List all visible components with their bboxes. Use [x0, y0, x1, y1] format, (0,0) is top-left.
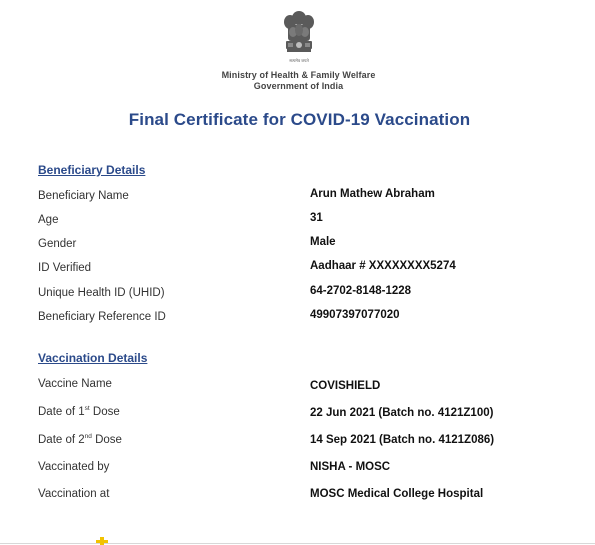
- row-label: ID Verified: [38, 262, 92, 274]
- certificate-title: Final Certificate for COVID-19 Vaccination: [128, 110, 471, 129]
- row-value: 49907397077020: [310, 309, 400, 321]
- row-label: Vaccine Name: [38, 378, 112, 390]
- row-value: 14 Sep 2021 (Batch no. 4121Z086): [310, 434, 495, 446]
- government-name: Government of India: [253, 81, 344, 91]
- row-label: Unique Health ID (UHID): [38, 287, 165, 299]
- row-label: Beneficiary Reference ID: [38, 311, 166, 323]
- row-value: NISHA - MOSC: [310, 461, 391, 473]
- first-dose-row: [38, 406, 578, 422]
- partial-logo-icon: [95, 537, 109, 545]
- uhid-row: [38, 287, 578, 303]
- vaccinated-by-row: [38, 461, 578, 477]
- row-label: Age: [38, 214, 59, 226]
- reference-id-row: [38, 311, 578, 327]
- row-value: Arun Mathew Abraham: [310, 188, 435, 200]
- row-value: 64-2702-8148-1228: [310, 285, 412, 297]
- emblem-motto: सत्यमेव जयते: [289, 58, 309, 63]
- row-value: 22 Jun 2021 (Batch no. 4121Z100): [310, 407, 494, 419]
- row-value: COVISHIELD: [310, 380, 381, 392]
- row-label: Date of 1st Dose: [38, 405, 120, 418]
- row-label: Gender: [38, 238, 77, 250]
- row-value: MOSC Medical College Hospital: [310, 488, 484, 500]
- age-row: [38, 214, 578, 230]
- row-label: Vaccination at: [38, 488, 110, 500]
- gender-row: [38, 238, 578, 254]
- beneficiary-name-row: [38, 190, 578, 206]
- row-label: Date of 2nd Dose: [38, 433, 122, 446]
- ministry-name: Ministry of Health & Family Welfare: [221, 70, 376, 80]
- vaccination-details-heading: Vaccination Details: [38, 351, 148, 365]
- row-label: Beneficiary Name: [38, 190, 129, 202]
- vaccine-name-row: [38, 378, 578, 394]
- row-label: Vaccinated by: [38, 461, 110, 473]
- row-value: Male: [310, 236, 336, 248]
- page-divider: [0, 543, 595, 544]
- vaccination-at-row: [38, 488, 578, 504]
- row-value: 31: [310, 212, 323, 224]
- second-dose-row: [38, 434, 578, 450]
- beneficiary-details-heading: Beneficiary Details: [38, 163, 146, 177]
- row-value: Aadhaar # XXXXXXXX5274: [310, 260, 456, 272]
- id-verified-row: [38, 262, 578, 278]
